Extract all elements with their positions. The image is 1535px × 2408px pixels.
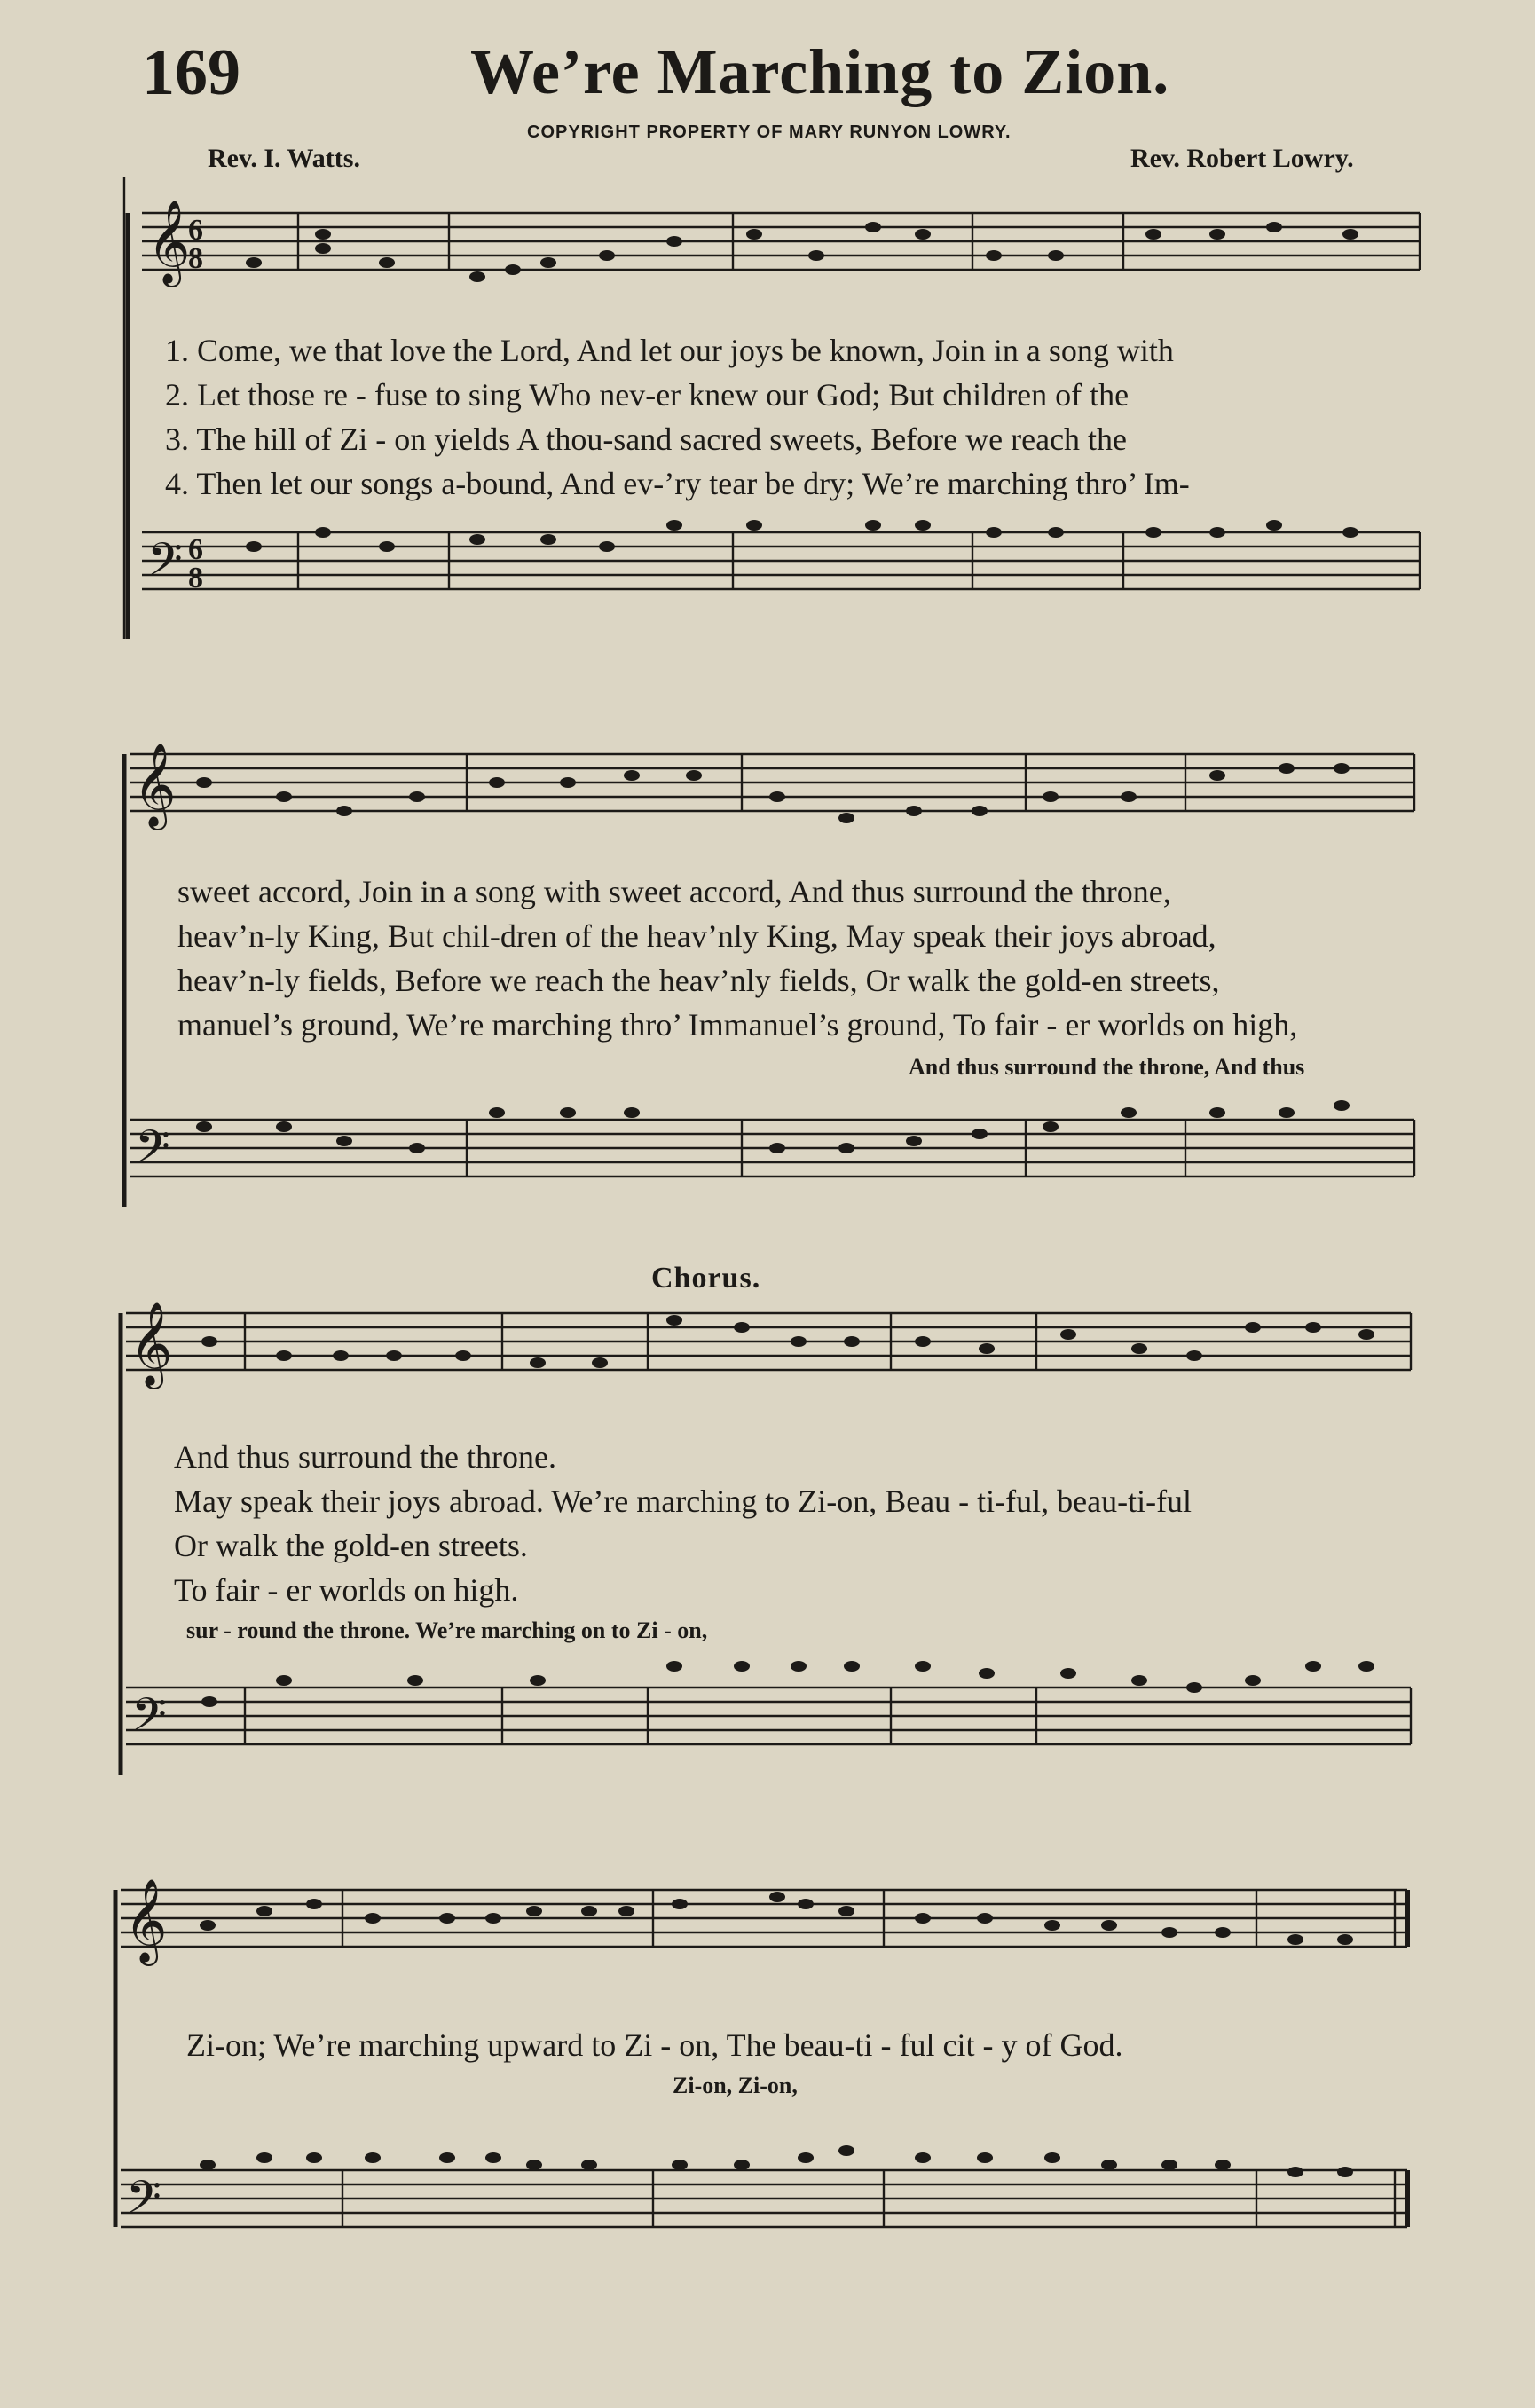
hymn-number: 169 <box>142 36 240 109</box>
bass-cue-text: sur - round the throne. We’re marching on to Zi - on, <box>186 1617 708 1643</box>
lyrics-system-4 <box>186 2023 1122 2067</box>
words-author: Rev. I. Watts. <box>208 144 360 173</box>
svg-text:𝄞: 𝄞 <box>133 743 177 827</box>
svg-text:𝄞: 𝄞 <box>124 1878 168 1963</box>
lyric-line: manuel’s ground, We’re marching thro’ Immanuel’s ground, To fair - er worlds on high, <box>177 1007 1298 1043</box>
music-composer: Rev. Robert Lowry. <box>1130 144 1354 173</box>
svg-text:𝄢: 𝄢 <box>131 1688 167 1752</box>
svg-text:𝄞: 𝄞 <box>147 200 191 284</box>
chorus-label: Chorus. <box>651 1262 761 1294</box>
svg-text:6: 6 <box>188 214 203 247</box>
lyric-line: heav’n-ly fields, Before we reach the heav’nly fields, Or walk the gold-en streets, <box>177 963 1220 998</box>
lyric-line: Zi-on; We’re marching upward to Zi - on, The beau-ti - ful cit - y of God. <box>186 2027 1123 2063</box>
lyric-line: 2. Let those re - fuse to sing Who nev-er knew our God; But children of the <box>165 377 1130 413</box>
lyric-line: 1. Come, we that love the Lord, And let our joys be known, Join in a song with <box>165 333 1174 368</box>
lyrics-system-2 <box>177 870 1297 1047</box>
lyric-line: 4. Then let our songs a-bound, And ev-’ry tear be dry; We’re marching thro’ Im- <box>165 466 1190 501</box>
svg-text:𝄢: 𝄢 <box>135 1120 170 1184</box>
bass-cue-text: Zi-on, Zi-on, <box>673 2073 798 2098</box>
lyric-line: 3. The hill of Zi - on yields A thou-sand sacred sweets, Before we reach the <box>165 421 1128 457</box>
svg-text:𝄞: 𝄞 <box>130 1302 173 1386</box>
lyric-line: Or walk the gold-en streets. <box>174 1528 528 1563</box>
svg-text:𝄢: 𝄢 <box>126 2170 161 2235</box>
lyric-line: heav’n-ly King, But chil-dren of the heav’nly King, May speak their joys abroad, <box>177 918 1216 954</box>
music-system-4 <box>0 1872 1535 2369</box>
lyric-line: May speak their joys abroad. We’re marching to Zi-on, Beau - ti-ful, beau-ti-ful <box>174 1483 1193 1519</box>
bass-cue-text: And thus surround the throne, And thus <box>909 1054 1305 1080</box>
hymn-title: We’re Marching to Zion. <box>470 36 1170 107</box>
lyric-line: To fair - er worlds on high. <box>174 1572 519 1608</box>
svg-text:8: 8 <box>188 242 203 275</box>
lyric-line: sweet accord, Join in a song with sweet accord, And thus surround the throne, <box>177 874 1171 909</box>
lyrics-system-3 <box>174 1435 1192 1612</box>
copyright-notice: COPYRIGHT PROPERTY OF MARY RUNYON LOWRY. <box>527 122 1012 142</box>
svg-text:𝄢: 𝄢 <box>147 532 183 597</box>
svg-text:6: 6 <box>188 533 203 566</box>
lyric-line: And thus surround the throne. <box>174 1439 556 1475</box>
svg-text:8: 8 <box>188 562 203 594</box>
lyrics-system-1 <box>165 328 1190 506</box>
